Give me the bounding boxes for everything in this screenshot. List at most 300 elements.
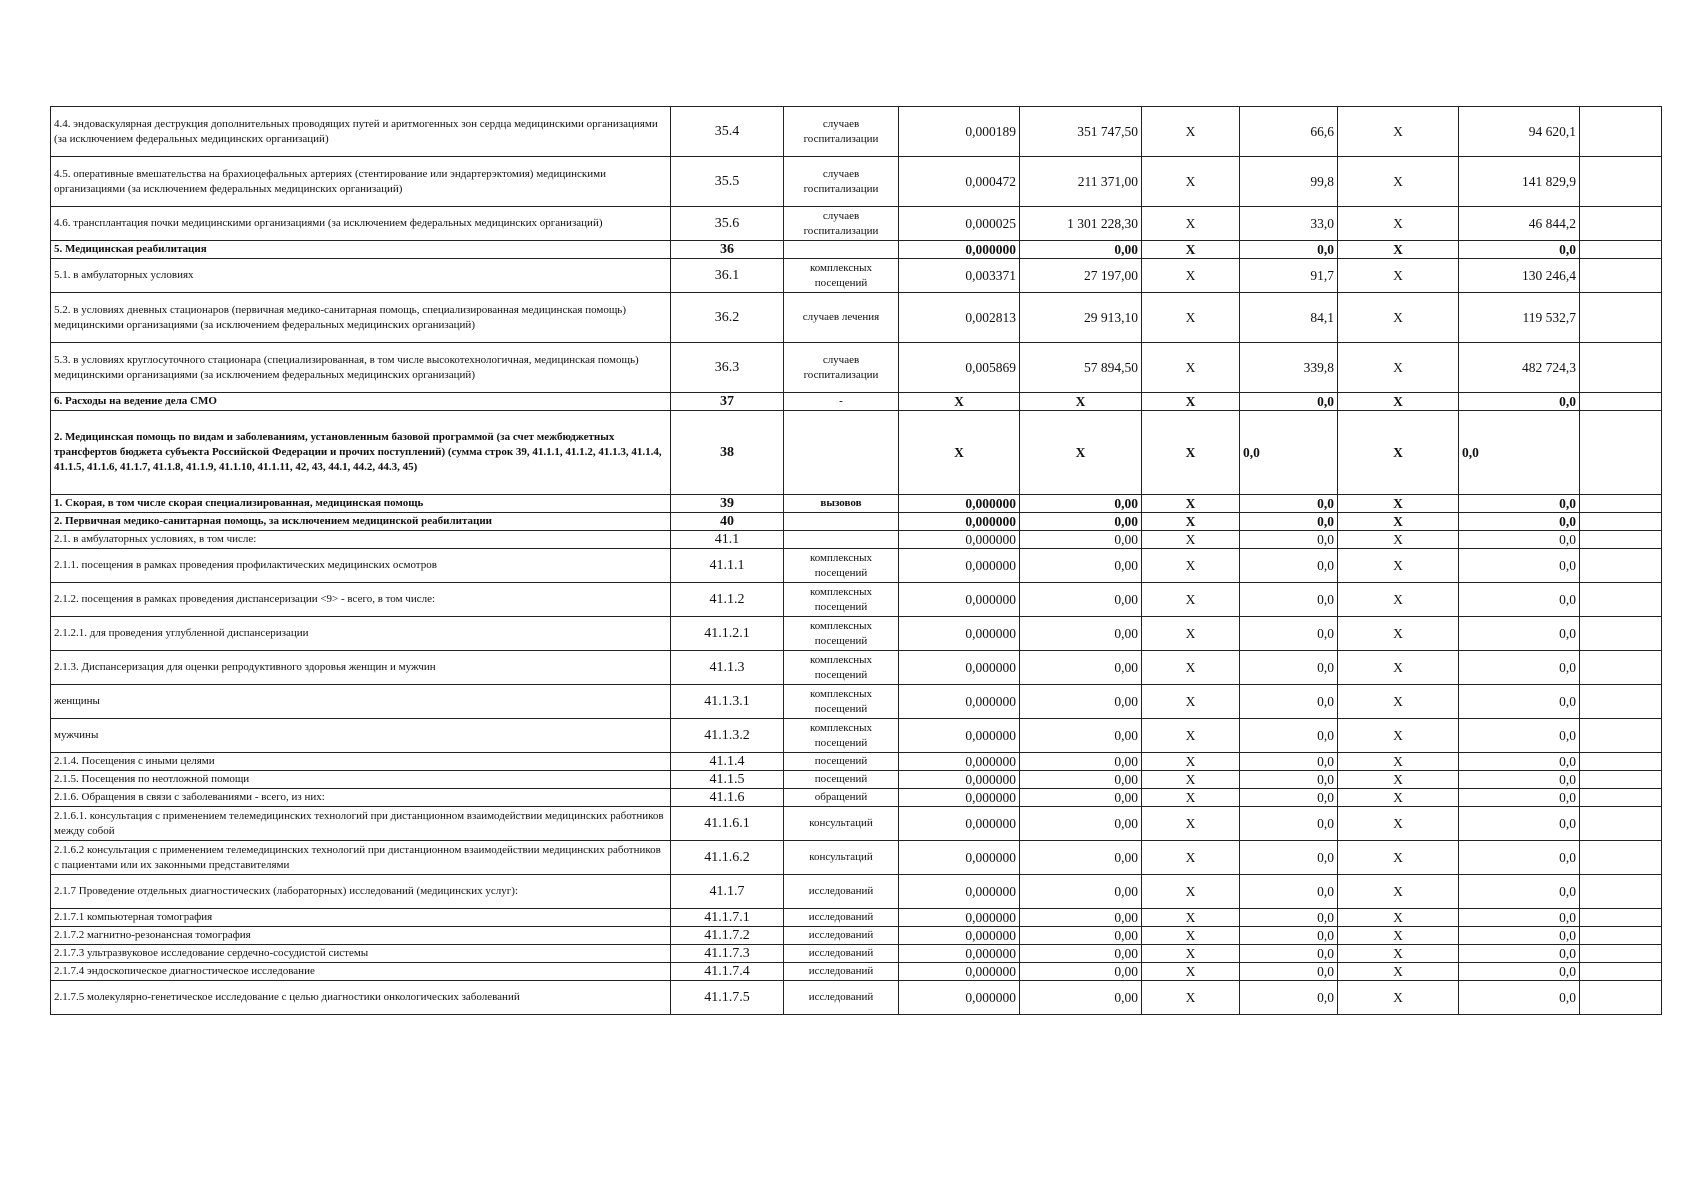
row-unit-cell: исследований	[784, 981, 899, 1015]
row-oms-total-cell: 0,0	[1459, 393, 1580, 411]
table-row	[51, 411, 1662, 495]
row-percent-cell	[1580, 107, 1662, 157]
row-volume-norm-cell: 0,000025	[899, 207, 1020, 241]
row-oms-per-capita-cell: 0,0	[1240, 875, 1338, 909]
row-volume-norm-cell: 0,000000	[899, 753, 1020, 771]
row-percent-cell	[1580, 651, 1662, 685]
row-volume-norm-cell: 0,000000	[899, 909, 1020, 927]
row-budget-total-cell: X	[1338, 107, 1459, 157]
row-cost-norm-cell: 0,00	[1020, 807, 1142, 841]
table-row	[51, 841, 1662, 875]
row-budget-per-capita-cell: X	[1142, 207, 1240, 241]
row-budget-per-capita-cell: X	[1142, 719, 1240, 753]
row-oms-per-capita-cell: 99,8	[1240, 157, 1338, 207]
row-budget-per-capita-cell: X	[1142, 909, 1240, 927]
row-unit-cell	[784, 411, 899, 495]
row-budget-total-cell: X	[1338, 753, 1459, 771]
row-percent-cell	[1580, 583, 1662, 617]
row-code-cell: 35.6	[671, 207, 784, 241]
row-budget-per-capita-cell: X	[1142, 259, 1240, 293]
row-code-cell: 41.1.4	[671, 753, 784, 771]
row-volume-norm-cell: 0,000000	[899, 549, 1020, 583]
row-cost-norm-cell: 0,00	[1020, 945, 1142, 963]
row-oms-per-capita-cell: 339,8	[1240, 343, 1338, 393]
row-budget-total-cell: X	[1338, 207, 1459, 241]
row-budget-per-capita-cell: X	[1142, 241, 1240, 259]
table-row	[51, 393, 1662, 411]
row-name-cell: 2.1. в амбулаторных условиях, в том числе:	[51, 531, 671, 549]
row-volume-norm-cell: 0,005869	[899, 343, 1020, 393]
row-name-cell: 2.1.7.1 компьютерная томография	[51, 909, 671, 927]
row-code-cell: 39	[671, 495, 784, 513]
row-percent-cell	[1580, 771, 1662, 789]
row-name-cell: 2.1.7.5 молекулярно-генетическое исследование с целью диагностики онкологических заболеваний	[51, 981, 671, 1015]
row-cost-norm-cell: 0,00	[1020, 927, 1142, 945]
row-oms-total-cell: 0,0	[1459, 909, 1580, 927]
row-unit-cell: обращений	[784, 789, 899, 807]
row-cost-norm-cell: 0,00	[1020, 981, 1142, 1015]
row-oms-total-cell: 0,0	[1459, 719, 1580, 753]
row-budget-per-capita-cell: X	[1142, 685, 1240, 719]
row-volume-norm-cell: 0,000000	[899, 981, 1020, 1015]
table-row	[51, 343, 1662, 393]
row-budget-per-capita-cell: X	[1142, 927, 1240, 945]
row-name-cell: мужчины	[51, 719, 671, 753]
row-percent-cell	[1580, 841, 1662, 875]
row-cost-norm-cell: 0,00	[1020, 531, 1142, 549]
row-oms-total-cell: 0,0	[1459, 241, 1580, 259]
row-volume-norm-cell: 0,000000	[899, 719, 1020, 753]
row-volume-norm-cell: 0,000000	[899, 617, 1020, 651]
table-row	[51, 685, 1662, 719]
row-name-cell: 4.6. трансплантация почки медицинскими организациями (за исключением федеральных медицинских организаций)	[51, 207, 671, 241]
row-budget-per-capita-cell: X	[1142, 945, 1240, 963]
row-budget-per-capita-cell: X	[1142, 343, 1240, 393]
row-volume-norm-cell: 0,000000	[899, 807, 1020, 841]
row-oms-per-capita-cell: 0,0	[1240, 241, 1338, 259]
row-volume-norm-cell: 0,000000	[899, 513, 1020, 531]
row-percent-cell	[1580, 549, 1662, 583]
row-oms-per-capita-cell: 0,0	[1240, 753, 1338, 771]
row-budget-total-cell: X	[1338, 513, 1459, 531]
table-row	[51, 719, 1662, 753]
row-cost-norm-cell: 0,00	[1020, 789, 1142, 807]
row-budget-per-capita-cell: X	[1142, 617, 1240, 651]
row-code-cell: 36	[671, 241, 784, 259]
row-code-cell: 41.1.7.4	[671, 963, 784, 981]
row-unit-cell	[784, 513, 899, 531]
row-cost-norm-cell: 0,00	[1020, 909, 1142, 927]
row-budget-per-capita-cell: X	[1142, 875, 1240, 909]
row-code-cell: 38	[671, 411, 784, 495]
table-row	[51, 583, 1662, 617]
row-unit-cell: исследований	[784, 875, 899, 909]
row-name-cell: 2.1.1. посещения в рамках проведения профилактических медицинских осмотров	[51, 549, 671, 583]
row-oms-total-cell: 0,0	[1459, 411, 1580, 495]
row-unit-cell: случаев лечения	[784, 293, 899, 343]
row-cost-norm-cell: 0,00	[1020, 651, 1142, 685]
row-volume-norm-cell: 0,000000	[899, 241, 1020, 259]
row-name-cell: 5.1. в амбулаторных условиях	[51, 259, 671, 293]
row-name-cell: 4.5. оперативные вмешательства на брахиоцефальных артериях (стентирование или эндартерэктомия) медицинскими организациями (за исключением федеральных медицинских организаций)	[51, 157, 671, 207]
row-unit-cell: -	[784, 393, 899, 411]
row-oms-total-cell: 0,0	[1459, 583, 1580, 617]
row-oms-total-cell: 0,0	[1459, 789, 1580, 807]
row-code-cell: 41.1.6.1	[671, 807, 784, 841]
row-unit-cell: случаев госпитализации	[784, 343, 899, 393]
row-oms-per-capita-cell: 84,1	[1240, 293, 1338, 343]
row-code-cell: 41.1.7.3	[671, 945, 784, 963]
row-oms-total-cell: 0,0	[1459, 807, 1580, 841]
row-budget-total-cell: X	[1338, 293, 1459, 343]
row-volume-norm-cell: 0,003371	[899, 259, 1020, 293]
row-budget-per-capita-cell: X	[1142, 513, 1240, 531]
row-percent-cell	[1580, 789, 1662, 807]
row-volume-norm-cell: 0,000000	[899, 841, 1020, 875]
row-budget-total-cell: X	[1338, 241, 1459, 259]
row-budget-total-cell: X	[1338, 807, 1459, 841]
row-volume-norm-cell: X	[899, 411, 1020, 495]
row-name-cell: 2. Первичная медико-санитарная помощь, за исключением медицинской реабилитации	[51, 513, 671, 531]
row-unit-cell: комплексных посещений	[784, 617, 899, 651]
table-body	[51, 107, 1662, 1015]
row-oms-per-capita-cell: 0,0	[1240, 393, 1338, 411]
table-row	[51, 207, 1662, 241]
row-budget-total-cell: X	[1338, 719, 1459, 753]
row-code-cell: 41.1.6.2	[671, 841, 784, 875]
row-cost-norm-cell: 0,00	[1020, 841, 1142, 875]
row-budget-total-cell: X	[1338, 789, 1459, 807]
row-name-cell: 6. Расходы на ведение дела СМО	[51, 393, 671, 411]
row-name-cell: 2.1.7.3 ультразвуковое исследование сердечно-сосудистой системы	[51, 945, 671, 963]
row-unit-cell	[784, 531, 899, 549]
row-oms-per-capita-cell: 0,0	[1240, 583, 1338, 617]
row-cost-norm-cell: 0,00	[1020, 963, 1142, 981]
row-budget-total-cell: X	[1338, 411, 1459, 495]
row-oms-per-capita-cell: 0,0	[1240, 617, 1338, 651]
row-budget-total-cell: X	[1338, 963, 1459, 981]
row-oms-total-cell: 0,0	[1459, 753, 1580, 771]
row-percent-cell	[1580, 807, 1662, 841]
row-name-cell: 2.1.7 Проведение отдельных диагностических (лабораторных) исследований (медицинских услуг):	[51, 875, 671, 909]
row-budget-total-cell: X	[1338, 651, 1459, 685]
row-volume-norm-cell: 0,000000	[899, 531, 1020, 549]
row-oms-per-capita-cell: 0,0	[1240, 531, 1338, 549]
row-name-cell: 2.1.6.2 консультация с применением телемедицинских технологий при дистанционном взаимодействии медицинских работников с пациентами или их законными представителями	[51, 841, 671, 875]
row-budget-per-capita-cell: X	[1142, 789, 1240, 807]
row-code-cell: 41.1.1	[671, 549, 784, 583]
row-code-cell: 36.2	[671, 293, 784, 343]
row-oms-per-capita-cell: 0,0	[1240, 945, 1338, 963]
row-unit-cell: случаев госпитализации	[784, 157, 899, 207]
row-name-cell: 2.1.2. посещения в рамках проведения диспансеризации <9> - всего, в том числе:	[51, 583, 671, 617]
row-budget-total-cell: X	[1338, 771, 1459, 789]
row-code-cell: 35.4	[671, 107, 784, 157]
row-code-cell: 41.1.7.5	[671, 981, 784, 1015]
row-oms-per-capita-cell: 91,7	[1240, 259, 1338, 293]
row-name-cell: 2.1.6.1. консультация с применением телемедицинских технологий при дистанционном взаимодействии медицинских работников между собой	[51, 807, 671, 841]
row-percent-cell	[1580, 617, 1662, 651]
row-cost-norm-cell: 0,00	[1020, 513, 1142, 531]
row-volume-norm-cell: 0,000472	[899, 157, 1020, 207]
row-cost-norm-cell: X	[1020, 411, 1142, 495]
row-budget-per-capita-cell: X	[1142, 841, 1240, 875]
table-row	[51, 875, 1662, 909]
row-budget-per-capita-cell: X	[1142, 963, 1240, 981]
row-code-cell: 36.3	[671, 343, 784, 393]
table-row	[51, 963, 1662, 981]
row-cost-norm-cell: 351 747,50	[1020, 107, 1142, 157]
row-budget-per-capita-cell: X	[1142, 411, 1240, 495]
row-cost-norm-cell: 27 197,00	[1020, 259, 1142, 293]
row-code-cell: 41.1.7	[671, 875, 784, 909]
table-row	[51, 651, 1662, 685]
row-oms-total-cell: 94 620,1	[1459, 107, 1580, 157]
table-row	[51, 241, 1662, 259]
row-volume-norm-cell: 0,000000	[899, 789, 1020, 807]
row-cost-norm-cell: 0,00	[1020, 771, 1142, 789]
row-oms-total-cell: 0,0	[1459, 875, 1580, 909]
row-code-cell: 41.1.2	[671, 583, 784, 617]
row-name-cell: 2. Медицинская помощь по видам и заболеваниям, установленным базовой программой (за счет межбюджетных трансфертов бюджета субъекта Российской Федерации и прочих поступлений) (сумма строк 39, 41.1.1, 41.1.2, 41.1.3, 41.1.4, 41.1.5, 41.1.6, 41.1.7, 41.1.8, 41.1.9, 41.1.10, 41.1.11, 42, 43, 44.1, 44.2, 44.3, 45)	[51, 411, 671, 495]
row-volume-norm-cell: 0,000000	[899, 963, 1020, 981]
row-oms-total-cell: 0,0	[1459, 963, 1580, 981]
row-name-cell: 2.1.2.1. для проведения углубленной диспансеризации	[51, 617, 671, 651]
row-unit-cell: посещений	[784, 753, 899, 771]
row-code-cell: 41.1.6	[671, 789, 784, 807]
row-unit-cell: консультаций	[784, 807, 899, 841]
row-percent-cell	[1580, 513, 1662, 531]
row-budget-total-cell: X	[1338, 617, 1459, 651]
row-budget-total-cell: X	[1338, 685, 1459, 719]
row-oms-total-cell: 0,0	[1459, 771, 1580, 789]
row-oms-total-cell: 119 532,7	[1459, 293, 1580, 343]
row-budget-total-cell: X	[1338, 393, 1459, 411]
row-cost-norm-cell: 0,00	[1020, 241, 1142, 259]
row-oms-total-cell: 0,0	[1459, 927, 1580, 945]
row-budget-per-capita-cell: X	[1142, 495, 1240, 513]
row-volume-norm-cell: 0,000000	[899, 927, 1020, 945]
row-volume-norm-cell: 0,000189	[899, 107, 1020, 157]
row-code-cell: 41.1.7.2	[671, 927, 784, 945]
table-row	[51, 909, 1662, 927]
row-name-cell: женщины	[51, 685, 671, 719]
row-unit-cell: посещений	[784, 771, 899, 789]
row-code-cell: 41.1.3.2	[671, 719, 784, 753]
row-cost-norm-cell: 0,00	[1020, 753, 1142, 771]
row-code-cell: 41.1.2.1	[671, 617, 784, 651]
table-row	[51, 927, 1662, 945]
financing-table	[50, 106, 1662, 1015]
row-code-cell: 40	[671, 513, 784, 531]
row-budget-total-cell: X	[1338, 531, 1459, 549]
row-unit-cell: исследований	[784, 945, 899, 963]
row-cost-norm-cell: 0,00	[1020, 495, 1142, 513]
row-oms-total-cell: 0,0	[1459, 945, 1580, 963]
row-name-cell: 2.1.7.2 магнитно-резонансная томография	[51, 927, 671, 945]
row-percent-cell	[1580, 963, 1662, 981]
row-oms-total-cell: 482 724,3	[1459, 343, 1580, 393]
row-oms-per-capita-cell: 0,0	[1240, 411, 1338, 495]
row-oms-per-capita-cell: 0,0	[1240, 513, 1338, 531]
table-row	[51, 513, 1662, 531]
row-oms-total-cell: 0,0	[1459, 531, 1580, 549]
row-cost-norm-cell: 57 894,50	[1020, 343, 1142, 393]
row-oms-per-capita-cell: 0,0	[1240, 771, 1338, 789]
row-cost-norm-cell: 211 371,00	[1020, 157, 1142, 207]
row-oms-total-cell: 0,0	[1459, 651, 1580, 685]
row-budget-total-cell: X	[1338, 945, 1459, 963]
row-unit-cell	[784, 241, 899, 259]
row-budget-total-cell: X	[1338, 549, 1459, 583]
table-row	[51, 259, 1662, 293]
table-row	[51, 945, 1662, 963]
row-name-cell: 4.4. эндоваскулярная деструкция дополнительных проводящих путей и аритмогенных зон сердца медицинскими организациями (за исключением федеральных медицинских организаций)	[51, 107, 671, 157]
row-cost-norm-cell: 0,00	[1020, 719, 1142, 753]
table-row	[51, 981, 1662, 1015]
row-oms-per-capita-cell: 33,0	[1240, 207, 1338, 241]
row-oms-per-capita-cell: 0,0	[1240, 789, 1338, 807]
row-code-cell: 41.1.7.1	[671, 909, 784, 927]
row-name-cell: 1. Скорая, в том числе скорая специализированная, медицинская помощь	[51, 495, 671, 513]
row-oms-per-capita-cell: 66,6	[1240, 107, 1338, 157]
row-cost-norm-cell: 0,00	[1020, 549, 1142, 583]
row-unit-cell: случаев госпитализации	[784, 207, 899, 241]
row-oms-total-cell: 130 246,4	[1459, 259, 1580, 293]
row-unit-cell: консультаций	[784, 841, 899, 875]
row-budget-per-capita-cell: X	[1142, 393, 1240, 411]
row-budget-total-cell: X	[1338, 927, 1459, 945]
row-budget-per-capita-cell: X	[1142, 531, 1240, 549]
row-code-cell: 41.1.3	[671, 651, 784, 685]
row-oms-per-capita-cell: 0,0	[1240, 841, 1338, 875]
row-unit-cell: комплексных посещений	[784, 651, 899, 685]
row-unit-cell: случаев госпитализации	[784, 107, 899, 157]
row-budget-total-cell: X	[1338, 981, 1459, 1015]
row-code-cell: 41.1	[671, 531, 784, 549]
row-percent-cell	[1580, 411, 1662, 495]
row-oms-total-cell: 0,0	[1459, 495, 1580, 513]
row-percent-cell	[1580, 259, 1662, 293]
row-volume-norm-cell: 0,000000	[899, 583, 1020, 617]
row-budget-total-cell: X	[1338, 841, 1459, 875]
row-name-cell: 2.1.5. Посещения по неотложной помощи	[51, 771, 671, 789]
row-oms-per-capita-cell: 0,0	[1240, 927, 1338, 945]
row-name-cell: 5. Медицинская реабилитация	[51, 241, 671, 259]
row-budget-per-capita-cell: X	[1142, 981, 1240, 1015]
row-percent-cell	[1580, 875, 1662, 909]
row-name-cell: 5.2. в условиях дневных стационаров (первичная медико-санитарная помощь, специализированная медицинская помощь) медицинскими организациями (за исключением федеральных медицинских организаций)	[51, 293, 671, 343]
row-budget-total-cell: X	[1338, 875, 1459, 909]
row-percent-cell	[1580, 685, 1662, 719]
row-unit-cell: комплексных посещений	[784, 259, 899, 293]
row-oms-per-capita-cell: 0,0	[1240, 495, 1338, 513]
table-row	[51, 495, 1662, 513]
row-budget-per-capita-cell: X	[1142, 807, 1240, 841]
row-percent-cell	[1580, 293, 1662, 343]
row-oms-total-cell: 0,0	[1459, 549, 1580, 583]
row-budget-per-capita-cell: X	[1142, 583, 1240, 617]
row-budget-per-capita-cell: X	[1142, 107, 1240, 157]
row-volume-norm-cell: 0,000000	[899, 875, 1020, 909]
row-oms-total-cell: 0,0	[1459, 617, 1580, 651]
row-oms-per-capita-cell: 0,0	[1240, 719, 1338, 753]
row-budget-total-cell: X	[1338, 495, 1459, 513]
table-row	[51, 789, 1662, 807]
table-row	[51, 107, 1662, 157]
row-budget-per-capita-cell: X	[1142, 157, 1240, 207]
row-budget-per-capita-cell: X	[1142, 549, 1240, 583]
row-oms-per-capita-cell: 0,0	[1240, 685, 1338, 719]
row-name-cell: 2.1.4. Посещения с иными целями	[51, 753, 671, 771]
row-percent-cell	[1580, 719, 1662, 753]
row-unit-cell: комплексных посещений	[784, 583, 899, 617]
row-volume-norm-cell: 0,000000	[899, 651, 1020, 685]
row-budget-total-cell: X	[1338, 909, 1459, 927]
row-unit-cell: комплексных посещений	[784, 719, 899, 753]
row-volume-norm-cell: 0,000000	[899, 945, 1020, 963]
row-cost-norm-cell: 29 913,10	[1020, 293, 1142, 343]
row-volume-norm-cell: 0,000000	[899, 495, 1020, 513]
table-row	[51, 807, 1662, 841]
row-budget-per-capita-cell: X	[1142, 651, 1240, 685]
row-volume-norm-cell: 0,002813	[899, 293, 1020, 343]
table-row	[51, 771, 1662, 789]
row-budget-total-cell: X	[1338, 259, 1459, 293]
row-percent-cell	[1580, 393, 1662, 411]
row-oms-per-capita-cell: 0,0	[1240, 963, 1338, 981]
row-percent-cell	[1580, 981, 1662, 1015]
row-percent-cell	[1580, 945, 1662, 963]
row-unit-cell: исследований	[784, 927, 899, 945]
row-name-cell: 2.1.6. Обращения в связи с заболеваниями - всего, из них:	[51, 789, 671, 807]
row-oms-total-cell: 0,0	[1459, 513, 1580, 531]
row-oms-total-cell: 46 844,2	[1459, 207, 1580, 241]
row-cost-norm-cell: 0,00	[1020, 875, 1142, 909]
row-budget-per-capita-cell: X	[1142, 771, 1240, 789]
row-oms-total-cell: 0,0	[1459, 841, 1580, 875]
row-unit-cell: комплексных посещений	[784, 685, 899, 719]
row-code-cell: 35.5	[671, 157, 784, 207]
row-cost-norm-cell: 1 301 228,30	[1020, 207, 1142, 241]
table-row	[51, 753, 1662, 771]
row-percent-cell	[1580, 241, 1662, 259]
row-budget-total-cell: X	[1338, 343, 1459, 393]
row-unit-cell: исследований	[784, 963, 899, 981]
row-oms-total-cell: 141 829,9	[1459, 157, 1580, 207]
row-volume-norm-cell: X	[899, 393, 1020, 411]
row-oms-total-cell: 0,0	[1459, 685, 1580, 719]
row-cost-norm-cell: X	[1020, 393, 1142, 411]
row-oms-per-capita-cell: 0,0	[1240, 807, 1338, 841]
table-row	[51, 531, 1662, 549]
row-oms-per-capita-cell: 0,0	[1240, 651, 1338, 685]
row-oms-per-capita-cell: 0,0	[1240, 981, 1338, 1015]
row-oms-total-cell: 0,0	[1459, 981, 1580, 1015]
row-unit-cell: исследований	[784, 909, 899, 927]
row-oms-per-capita-cell: 0,0	[1240, 909, 1338, 927]
row-percent-cell	[1580, 909, 1662, 927]
row-volume-norm-cell: 0,000000	[899, 685, 1020, 719]
row-budget-per-capita-cell: X	[1142, 753, 1240, 771]
row-oms-per-capita-cell: 0,0	[1240, 549, 1338, 583]
row-volume-norm-cell: 0,000000	[899, 771, 1020, 789]
row-percent-cell	[1580, 753, 1662, 771]
row-budget-per-capita-cell: X	[1142, 293, 1240, 343]
row-code-cell: 41.1.3.1	[671, 685, 784, 719]
table-row	[51, 549, 1662, 583]
row-unit-cell: вызовов	[784, 495, 899, 513]
